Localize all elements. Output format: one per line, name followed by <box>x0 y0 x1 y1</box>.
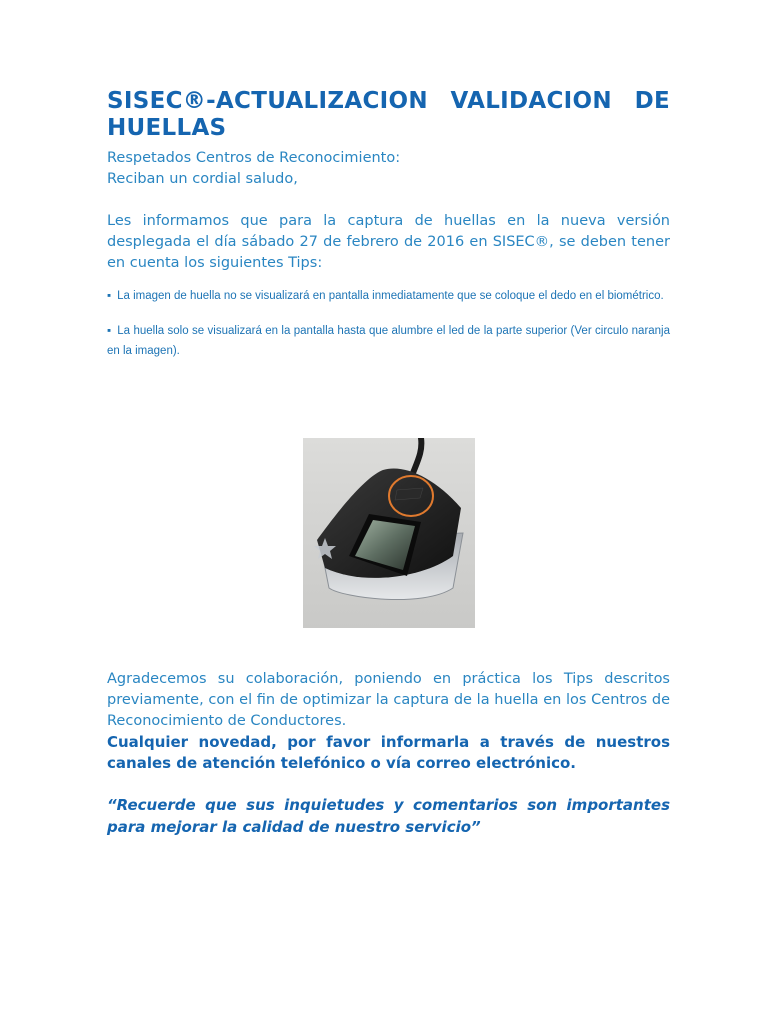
document-title <box>107 88 670 142</box>
thanks-paragraph: Agradecemos su colaboración, poniendo en práctica los Tips descritos previamente, con el fin de optimizar la captura de la huella en los Centros de Reconocimiento de Conductores. <box>107 671 670 729</box>
title-line-2: HUELLAS <box>107 115 227 141</box>
tip-item <box>107 321 670 361</box>
closing-quote: “Recuerde que sus inquietudes y comentarios son importantes para mejorar la calidad de nuestro servicio” <box>107 796 670 836</box>
document-body <box>107 88 670 361</box>
tip-item <box>107 286 670 306</box>
intro-paragraph: Les informamos que para la captura de huellas en la nueva versión desplegada el día sábado 27 de febrero de 2016 en SISEC®, se deben tener en cuenta los siguientes Tips: <box>107 213 670 271</box>
tip-text: La imagen de huella no se visualizará en pantalla inmediatamente que se coloque el dedo en el biométrico. <box>117 290 664 302</box>
bullet-icon: ▪ <box>107 325 112 337</box>
title-line-1: SISEC®-ACTUALIZACION VALIDACION DE <box>107 88 670 114</box>
tip-text: La huella solo se visualizará en la pantalla hasta que alumbre el led de la parte superior (Ver circulo naranja en la imagen). <box>107 325 671 357</box>
fingerprint-scanner-icon <box>303 438 475 628</box>
contact-paragraph: Cualquier novedad, por favor informarla a través de nuestros canales de atención telefónico o vía correo electrónico. <box>107 733 670 772</box>
salutation-line-1: Respetados Centros de Reconocimiento: <box>107 150 401 166</box>
closing-section <box>107 669 670 838</box>
salutation-line-2: Reciban un cordial saludo, <box>107 171 298 187</box>
bullet-icon: ▪ <box>107 290 112 302</box>
fingerprint-scanner-image <box>303 438 475 628</box>
